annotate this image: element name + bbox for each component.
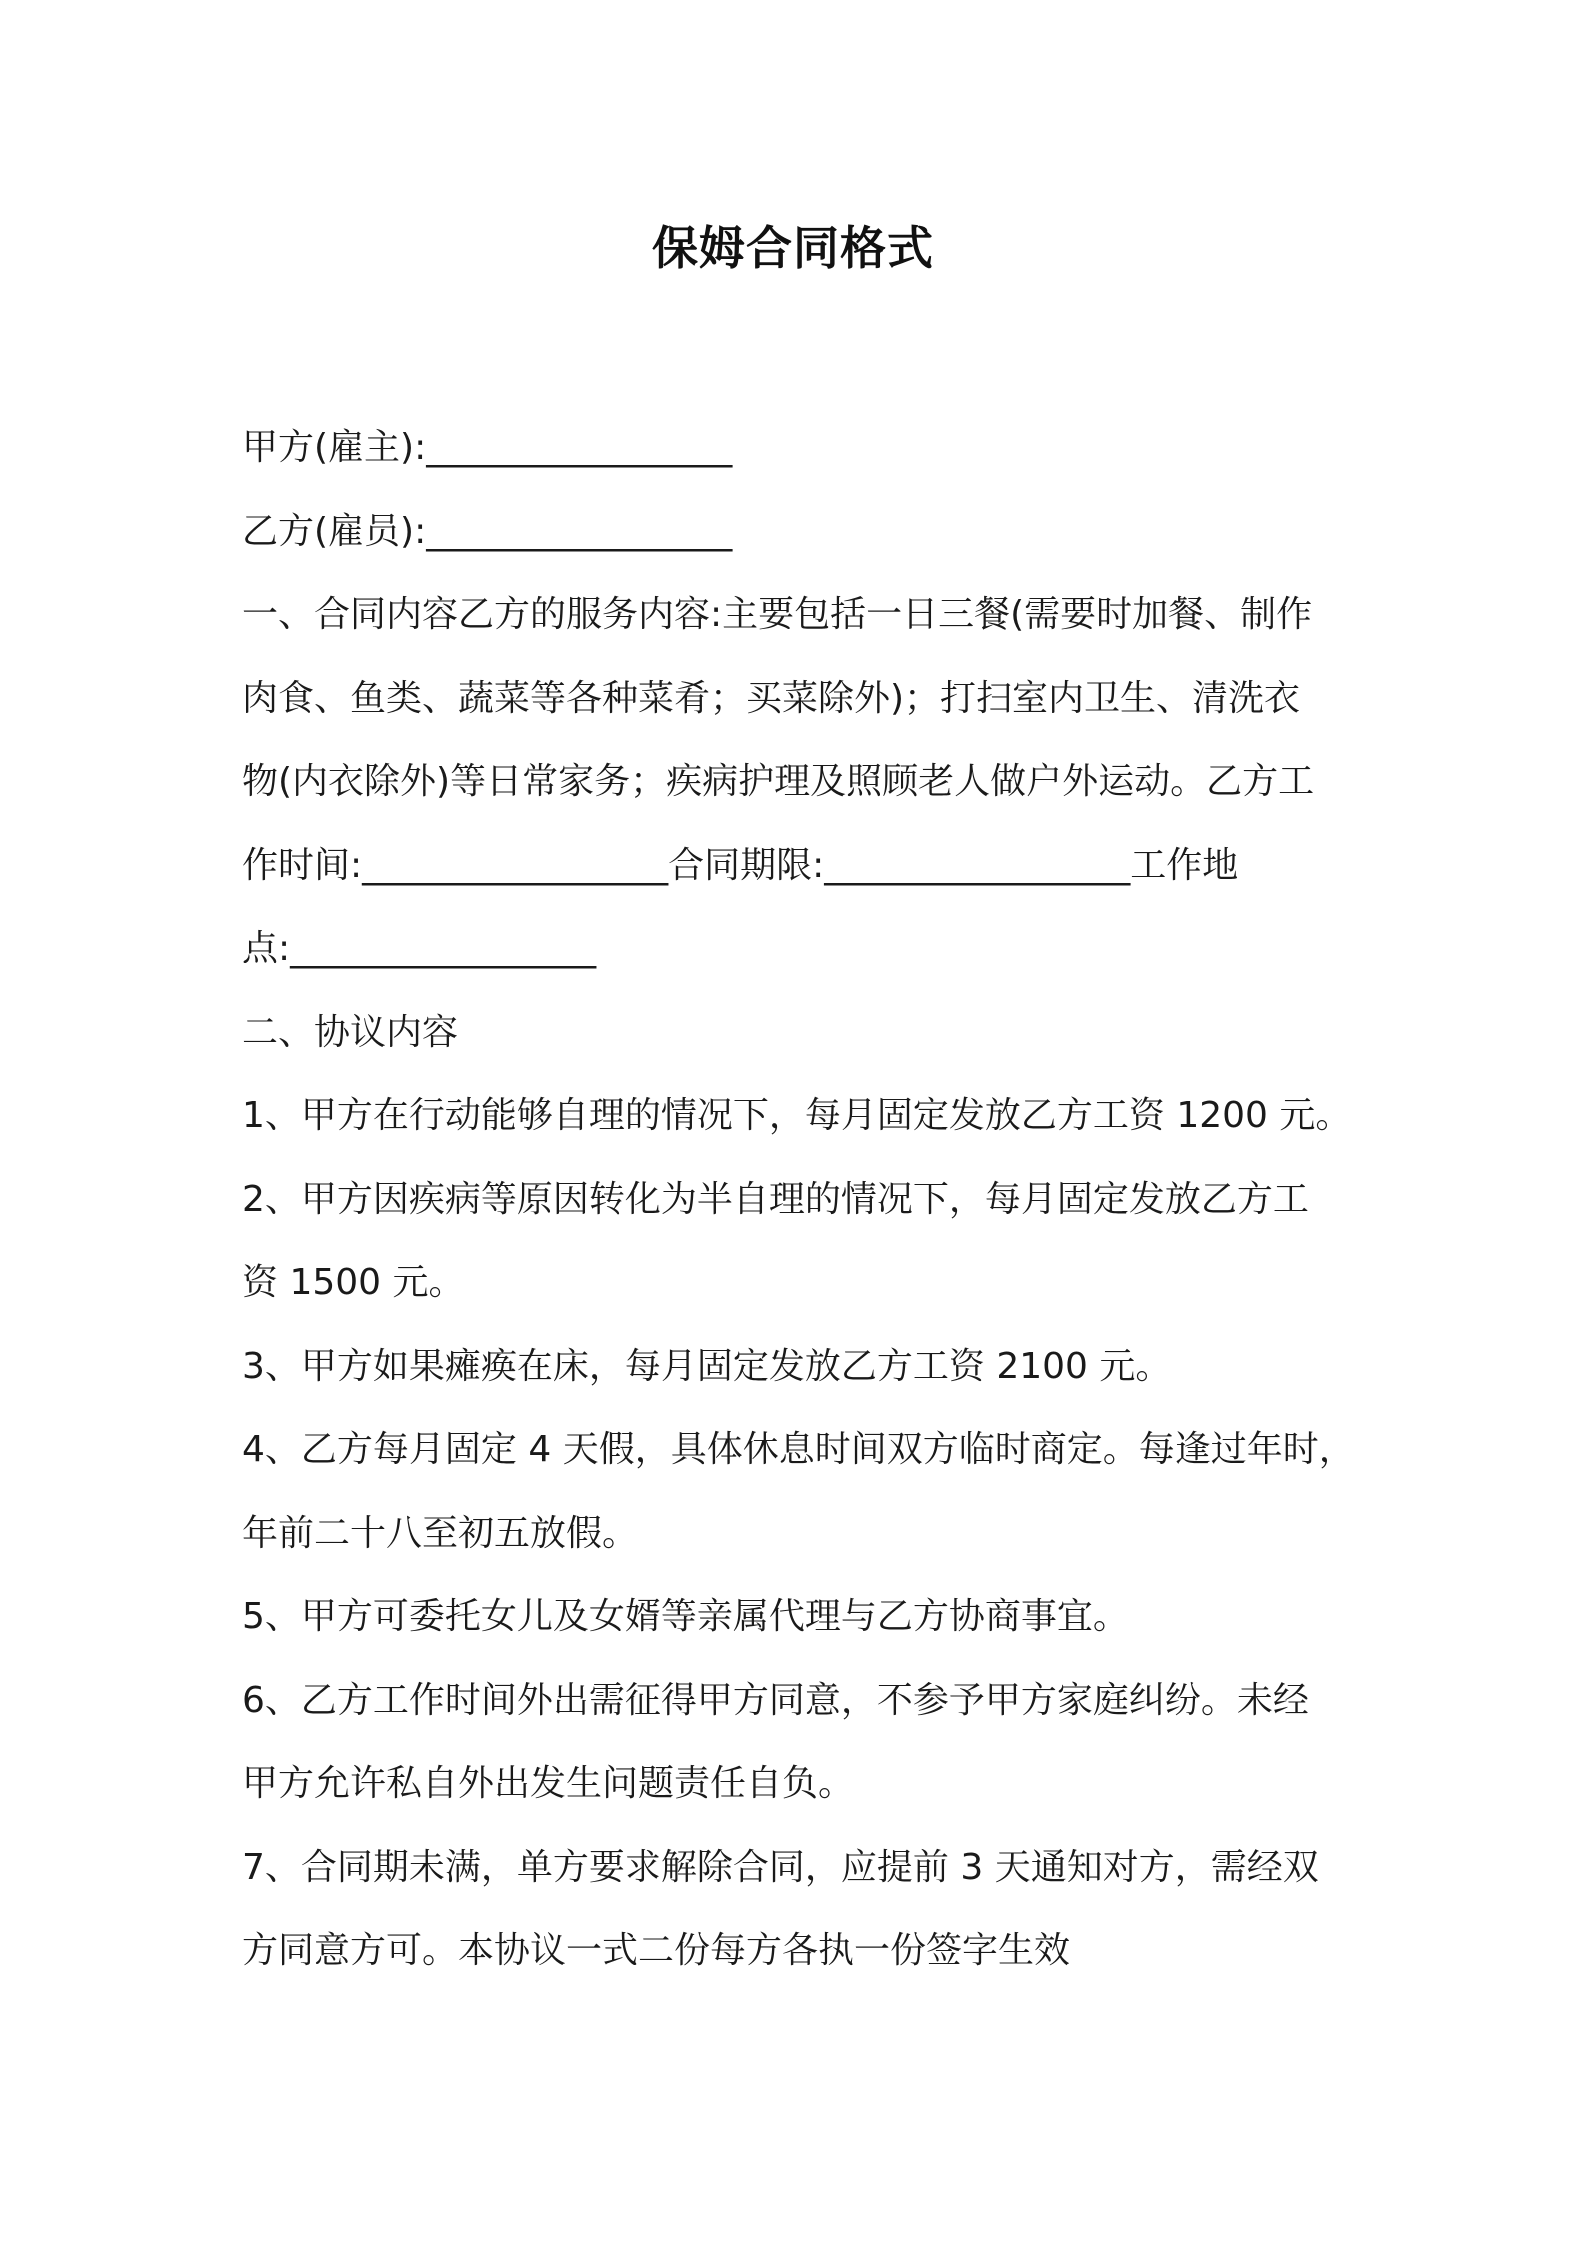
clause-7-line-2: 方同意方可。本协议一式二份每方各执一份签字生效 <box>242 1930 1071 1971</box>
clause-4-line-2: 年前二十八至初五放假。 <box>242 1512 639 1554</box>
section-1-line-1: 一、合同内容乙方的服务内容:主要包括一日三餐(需要时加餐、制作 <box>242 594 1313 635</box>
section-1-line-4: 作时间:_________________合同期限:_________________工作地 <box>242 844 1239 886</box>
section-1-line-3: 物(内衣除外)等日常家务；疾病护理及照顾老人做户外运动。乙方工 <box>242 761 1315 802</box>
party-b-line: 乙方(雇员):_________________ <box>242 510 733 552</box>
section-1-line-2: 肉食、鱼类、蔬菜等各种菜肴；买菜除外)；打扫室内卫生、清洗衣 <box>242 677 1301 719</box>
section-2-heading: 二、协议内容 <box>242 1011 459 1053</box>
clause-6-line-1: 6、乙方工作时间外出需征得甲方同意，不参予甲方家庭纠纷。未经 <box>242 1679 1309 1721</box>
clause-6-line-2: 甲方允许私自外出发生问题责任自负。 <box>242 1763 855 1804</box>
clause-2-line-1: 2、甲方因疾病等原因转化为半自理的情况下，每月固定发放乙方工 <box>242 1178 1309 1220</box>
document-title: 保姆合同格式 <box>652 221 934 275</box>
clause-1-line-1: 1、甲方在行动能够自理的情况下，每月固定发放乙方工资 1200 元。 <box>242 1095 1352 1136</box>
document-body <box>242 406 1382 1993</box>
clause-5-line-1: 5、甲方可委托女儿及女婿等亲属代理与乙方协商事宜。 <box>242 1596 1129 1637</box>
clause-4-line-1: 4、乙方每月固定 4 天假，具体休息时间双方临时商定。每逢过年时， <box>242 1429 1355 1470</box>
clause-2-line-2: 资 1500 元。 <box>242 1262 465 1303</box>
party-a-line: 甲方(雇主):_________________ <box>242 427 733 468</box>
section-1-line-5: 点:_________________ <box>242 928 597 969</box>
clause-3-line-1: 3、甲方如果瘫痪在床，每月固定发放乙方工资 2100 元。 <box>242 1345 1172 1387</box>
clause-7-line-1: 7、合同期未满，单方要求解除合同，应提前 3 天通知对方，需经双 <box>242 1846 1319 1888</box>
